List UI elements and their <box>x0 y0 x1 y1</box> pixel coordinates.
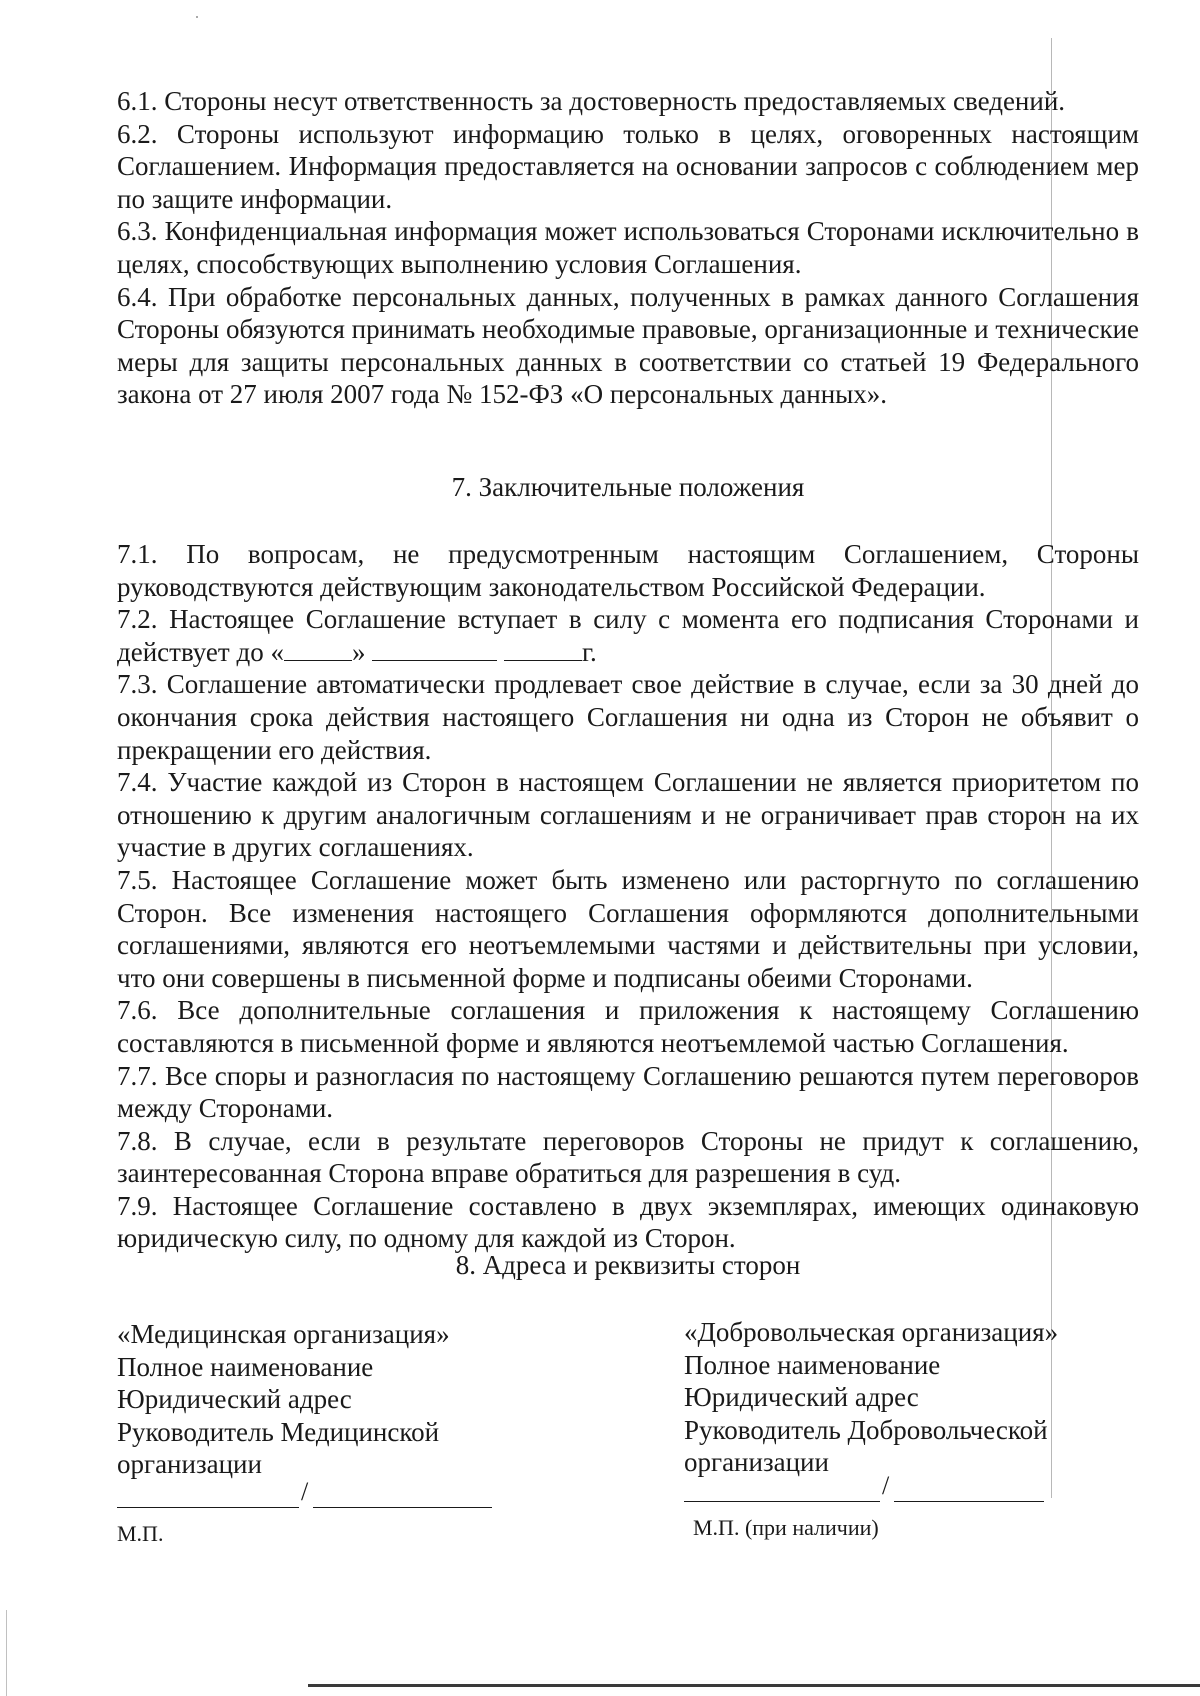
volunteer-org-name: «Добровольческая организация» <box>684 1317 1059 1347</box>
clause-7-4: 7.4. Участие каждой из Сторон в настоящем Соглашении не является приоритетом по отношению к другим аналогичным соглашениям и не ограничивает прав сторон на их участие в других соглашениях. <box>117 767 1139 863</box>
stamp-label-left: М.П. <box>117 1521 164 1546</box>
section-7-block <box>117 538 1139 1255</box>
section-6-block <box>117 85 1139 411</box>
volunteer-org-head-label-cont: организации <box>684 1447 829 1477</box>
clause-7-3: 7.3. Соглашение автоматически продлевает свое действие в случае, если за 30 дней до окончания срока действия настоящего Соглашения ни одна из Сторон не объявит о прекращении его действия. <box>117 669 1139 765</box>
clause-6-3: 6.3. Конфиденциальная информация может использоваться Сторонами исключительно в целях, способствующих выполнению условия Соглашения. <box>117 216 1139 279</box>
clause-7-2 <box>117 603 1139 668</box>
quote-close: » <box>351 636 366 667</box>
clause-6-4: 6.4. При обработке персональных данных, полученных в рамках данного Соглашения Стороны обязуются принимать необходимые правовые, организационные и технические меры для защиты персональных данных в соответствии со статьей 19 Федерального закона от 27 июля 2007 года № 152-ФЗ «О персональных данных». <box>117 281 1139 410</box>
section-8-heading: 8. Адреса и реквизиты сторон <box>455 1250 801 1280</box>
clause-6-1: 6.1. Стороны несут ответственность за достоверность предоставляемых сведений. <box>117 86 1066 116</box>
volunteer-org-full-name-label: Полное наименование <box>684 1349 941 1380</box>
clause-7-1: 7.1. По вопросам, не предусмотренным настоящим Соглашением, Стороны руководствуются действующим законодательством Российской Федерации. <box>117 539 1139 602</box>
clause-7-7: 7.7. Все споры и разногласия по настоящему Соглашению решаются путем переговоров между Сторонами. <box>117 1060 1139 1124</box>
medical-org-address-label: Юридический адрес <box>117 1384 352 1414</box>
signature-blank <box>117 1484 299 1508</box>
name-blank <box>894 1478 1044 1502</box>
clause-7-9: 7.9. Настоящее Соглашение составлено в двух экземплярах, имеющих одинаковую юридическую силу, по одному для каждой из Сторон. <box>117 1190 1139 1254</box>
clause-7-8: 7.8. В случае, если в результате переговоров Стороны не придут к соглашению, заинтересованная Сторона вправе обратиться для разрешения в суд. <box>117 1125 1139 1189</box>
clause-6-2: 6.2. Стороны используют информацию только в целях, оговоренных настоящим Соглашением. Информация предоставляется на основании запросов с соблюдением мер по защите информации. <box>117 118 1139 214</box>
clause-7-2-text: 7.2. Настоящее Соглашение вступает в силу с момента его подписания Сторонами и действует до « <box>117 604 1139 667</box>
year-blank <box>504 638 582 661</box>
signature-blank <box>684 1478 880 1502</box>
medical-org-signature-line <box>117 1477 492 1508</box>
name-blank <box>313 1484 492 1508</box>
medical-org-full-name-label: Полное наименование <box>117 1351 374 1382</box>
signature-slash: / <box>882 1471 890 1500</box>
volunteer-org-signature-line <box>684 1471 1044 1502</box>
clause-7-6: 7.6. Все дополнительные соглашения и приложения к настоящему Соглашению составляются в письменной форме и являются неотъемлемой частью Соглашения. <box>117 995 1139 1058</box>
scan-left-edge <box>6 1610 7 1696</box>
stamp-label-right: М.П. (при наличии) <box>693 1515 879 1540</box>
clause-7-5: 7.5. Настоящее Соглашение может быть изменено или расторгнуто по соглашению Сторон. Все изменения настоящего Соглашения оформляются дополнительными соглашениями, являются его неотъемлемыми частями и действительны при условии, что они совершены в письменной форме и подписаны обеими Сторонами. <box>117 864 1139 993</box>
section-7-heading: 7. Заключительные положения <box>451 472 805 502</box>
month-blank <box>372 638 497 661</box>
signature-slash: / <box>301 1477 309 1506</box>
medical-org-head-label: Руководитель Медицинской <box>117 1416 440 1447</box>
scan-artifact-dot <box>196 16 198 18</box>
year-suffix: г. <box>581 636 597 667</box>
medical-org-name: «Медицинская организация» <box>117 1319 450 1349</box>
party-medical-org <box>117 1318 587 1481</box>
party-volunteer-org <box>684 1316 1114 1479</box>
medical-org-head-label-cont: организации <box>117 1449 262 1479</box>
volunteer-org-address-label: Юридический адрес <box>684 1382 919 1412</box>
day-blank <box>284 638 352 661</box>
volunteer-org-head-label: Руководитель Добровольческой <box>684 1414 1048 1445</box>
scan-bottom-edge <box>308 1684 1200 1687</box>
